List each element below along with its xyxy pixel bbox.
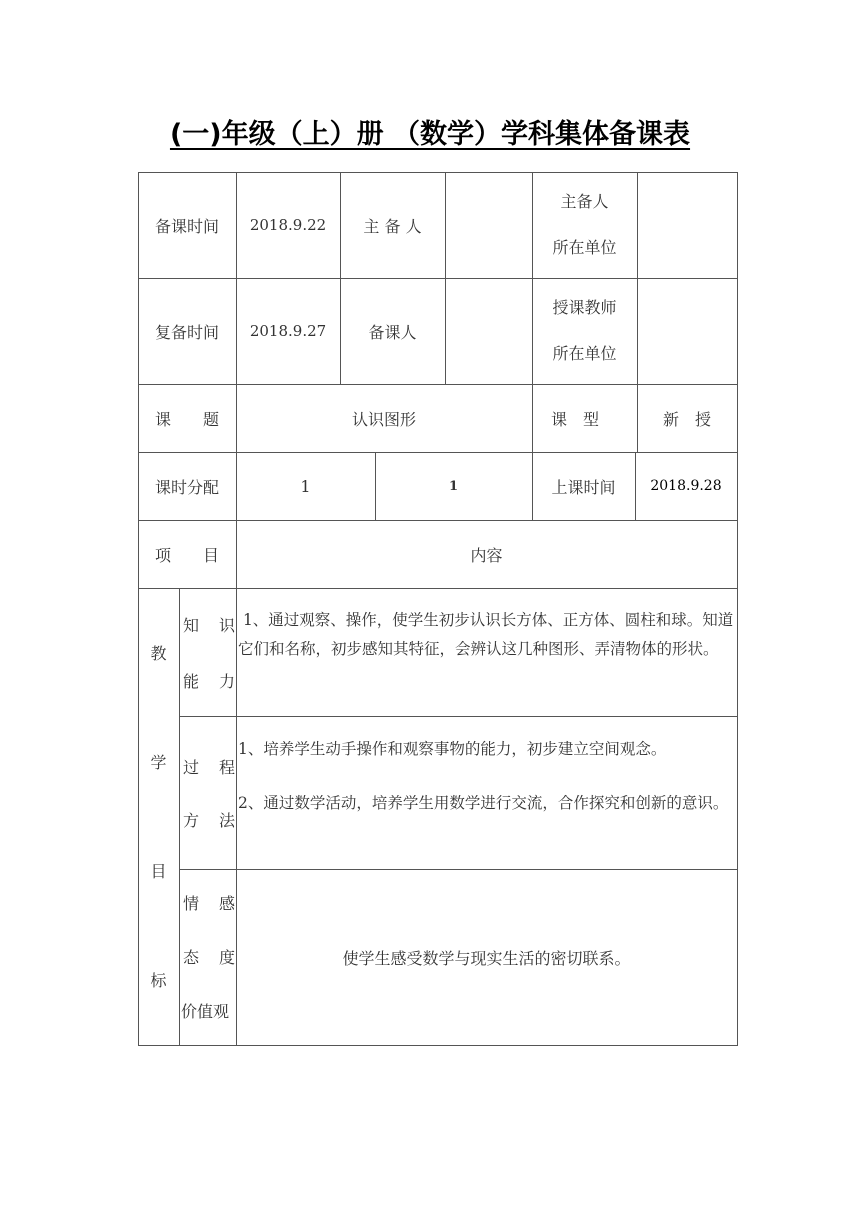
main-preparer-unit-value — [637, 172, 737, 278]
review-time-label: 复备时间 — [154, 322, 219, 342]
teacher-unit-value — [637, 278, 737, 384]
content-header: 内容 — [470, 545, 503, 565]
item-header: 项 目 — [154, 545, 219, 565]
prep-time-label: 备课时间 — [154, 216, 219, 236]
table-border-right — [737, 172, 738, 1046]
period-allocation-label: 课时分配 — [154, 477, 219, 497]
goals-side-char: 学 — [150, 752, 167, 772]
preparer-value — [445, 278, 532, 384]
row-divider — [138, 588, 738, 589]
unit-label-line: 所在单位 — [552, 238, 617, 257]
teacher-unit-label — [532, 278, 637, 384]
process-goal-text-1: 1、培养学生动手操作和观察事物的能力，初步建立空间观念。 — [238, 740, 667, 758]
main-preparer-value — [445, 172, 532, 278]
goals-side-char: 教 — [150, 643, 167, 663]
process-goal-text-2: 2、通过数学活动，培养学生用数学进行交流，合作探究和创新的意识。 — [238, 794, 729, 812]
topic-value: 认识图形 — [351, 409, 416, 429]
attitude-label-line: 态 度 — [183, 948, 235, 967]
knowledge-goal-text: 1、通过观察、操作，使学生初步认识长方体、正方体、圆柱和球。知道它们和名称，初步感知其特征，会辨认这几种图形、弄清物体的形状。 — [238, 611, 734, 658]
goals-side-char: 标 — [150, 970, 167, 990]
period-allocation-value-1: 1 — [300, 476, 311, 496]
preparer-label: 备课人 — [368, 322, 417, 342]
col-divider — [179, 588, 180, 1046]
method-label-line: 方 法 — [183, 811, 235, 830]
emotion-goal-text: 使学生感受数学与现实生活的密切联系。 — [342, 948, 631, 968]
unit-label-line: 授课教师 — [552, 298, 617, 317]
class-time-value: 2018.9.28 — [650, 478, 722, 494]
lesson-type-value: 新 授 — [662, 409, 711, 429]
prep-time-value: 2018.9.22 — [249, 216, 327, 234]
main-preparer-label: 主 备 人 — [363, 216, 422, 236]
lesson-type-label: 课 型 — [550, 409, 599, 429]
unit-label-line: 主备人 — [560, 192, 609, 211]
lesson-plan-table — [138, 172, 738, 1046]
goals-side-char: 目 — [150, 861, 167, 881]
emotion-label-line: 情 感 — [183, 894, 235, 913]
period-allocation-value-2: 1 — [448, 478, 459, 494]
main-preparer-unit-label — [532, 172, 637, 278]
table-border-bottom — [138, 1045, 738, 1046]
process-label-line: 过 程 — [183, 758, 235, 777]
review-time-value: 2018.9.27 — [249, 322, 327, 340]
values-label-line: 价值观 — [181, 1002, 230, 1021]
ability-label-line: 能 力 — [183, 672, 235, 691]
document-title: (一)年级（上）册 （数学）学科集体备课表 — [169, 119, 691, 150]
topic-label: 课 题 — [154, 409, 219, 429]
row-divider — [179, 716, 738, 717]
unit-label-line: 所在单位 — [552, 344, 617, 363]
class-time-label: 上课时间 — [551, 477, 616, 497]
knowledge-label-line: 知 识 — [183, 616, 235, 635]
